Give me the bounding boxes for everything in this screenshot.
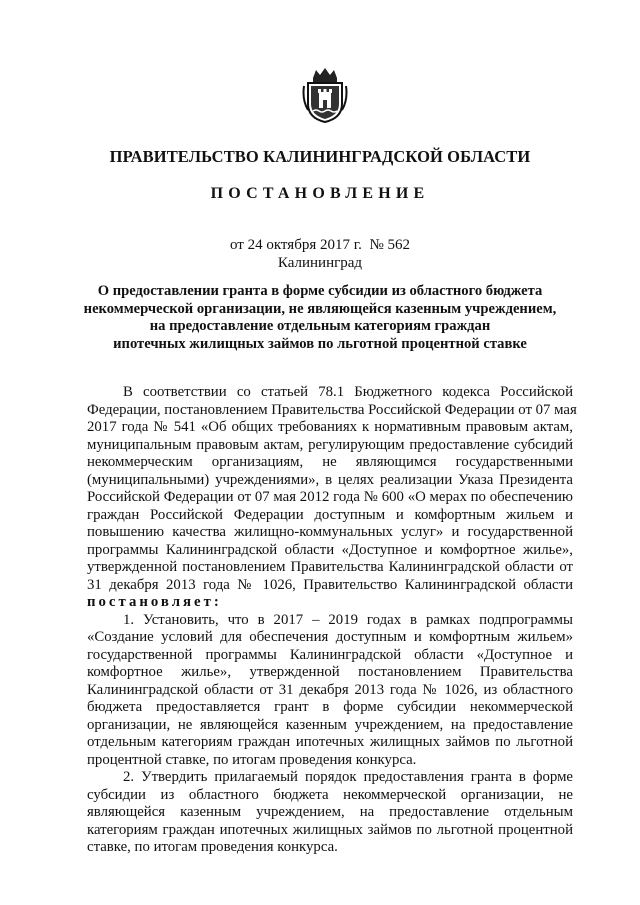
preamble-line: Российской Федерации от 07 мая 2012 года № 600 «О мерах по обеспечению: [87, 489, 573, 505]
preamble-line: муниципальным правовым актам, регулирующим предоставление субсидий: [87, 436, 573, 453]
decree-title: [60, 283, 580, 353]
item1-line: отдельным категориям граждан ипотечных жилищных займов по льготной: [87, 734, 573, 750]
title-line: на предоставление отдельным категориям граждан: [149, 318, 491, 335]
item1-line: Калининградской области от 31 декабря 2013 года № 1026, из областного: [87, 681, 573, 698]
decree-city: Калининград: [277, 255, 363, 271]
title-line: О предоставлении гранта в форме субсидии из областного бюджета: [97, 283, 543, 299]
preamble-line: граждан Российской Федерации доступным и комфортным жильем и: [87, 506, 573, 523]
preamble-line: Федерации, постановлением Правительства Российской Федерации от 07 мая: [87, 401, 577, 418]
item1-line: организации, не являющейся казенным учреждением, на предоставление: [87, 716, 573, 733]
title-line: некоммерческой организации, не являющейся казенным учреждением,: [83, 300, 557, 317]
coat-of-arms-emblem: [302, 66, 348, 124]
item2-line: являющейся казенным учреждением, на предоставление отдельным: [87, 804, 573, 820]
item2-line: ставке, по итогам проведения конкурса.: [87, 839, 338, 855]
preamble-line: 31 декабря 2013 года № 1026, Правительство Калининградской области: [87, 576, 573, 593]
decree-body: [87, 384, 577, 857]
government-name: ПРАВИТЕЛЬСТВО КАЛИНИНГРАДСКОЙ ОБЛАСТИ: [109, 147, 531, 166]
preamble-line: программы Калининградской области «Доступное и комфортное жилье»,: [87, 541, 573, 558]
decree-date-line: [0, 237, 640, 254]
item1-line: государственной программы Калининградской области «Доступное и: [87, 646, 573, 663]
document-type: ПОСТАНОВЛЕНИЕ: [210, 185, 430, 202]
preamble-line: повышению качества жилищно-коммунальных услуг» и государственной: [87, 524, 573, 540]
item1-line: бюджета предоставляется грант в форме субсидии некоммерческой: [87, 699, 573, 715]
item1-line: «Создание условий для обеспечения доступным и комфортным жильем»: [87, 629, 573, 645]
item2-line: категориям граждан ипотечных жилищных займов по льготной процентной: [87, 821, 573, 838]
preamble-line: В соответствии со статьей 78.1 Бюджетного кодекса Российской: [123, 384, 573, 400]
item2-line: субсидии из областного бюджета некоммерческой организации, не: [87, 786, 573, 803]
date-prefix: от: [229, 237, 244, 253]
decree-number: № 562: [369, 237, 410, 253]
item2-line: 2. Утвердить прилагаемый порядок предоставления гранта в форме: [123, 769, 573, 785]
preamble-line: утвержденной постановлением Правительства Калининградской области от: [87, 559, 573, 575]
decree-date: 24 октября 2017 г.: [247, 237, 362, 253]
item1-line: 1. Установить, что в 2017 – 2019 годах в рамках подпрограммы: [123, 611, 573, 628]
title-line: ипотечных жилищных займов по льготной процентной ставке: [113, 335, 527, 352]
preamble-line: (муниципальными) учреждениями», в целях реализации Указа Президента: [87, 471, 573, 488]
item1-line: комфортное жилье», утвержденной постановлением Правительства: [87, 664, 573, 680]
preamble-line: некоммерческим организациям, не являющимся государственными: [87, 454, 573, 470]
resolves-word: постановляет:: [87, 594, 222, 610]
preamble-line: 2017 года № 541 «Об общих требованиях к нормативным правовым актам,: [87, 419, 573, 435]
item1-line: процентной ставке, по итогам проведения конкурса.: [87, 751, 417, 768]
